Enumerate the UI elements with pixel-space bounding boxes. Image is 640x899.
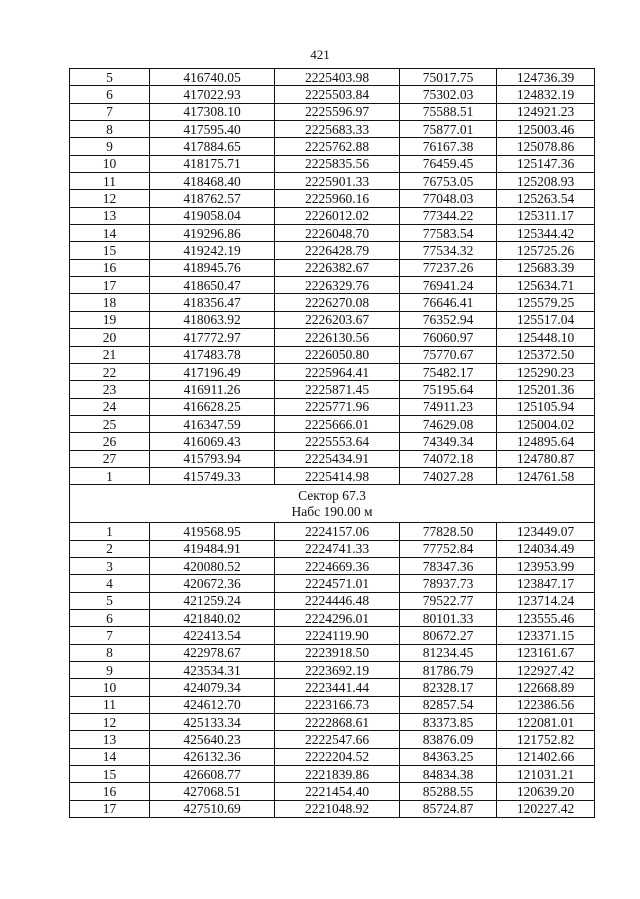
local-y-cell: 121031.21 (497, 766, 595, 783)
local-y-cell: 125147.36 (497, 155, 595, 172)
local-x-cell: 83876.09 (400, 731, 497, 748)
point-number-cell: 13 (70, 207, 150, 224)
y-coordinate-cell: 2223918.50 (275, 644, 400, 661)
y-coordinate-cell: 2226428.79 (275, 242, 400, 259)
point-number-cell: 18 (70, 294, 150, 311)
y-coordinate-cell: 2223166.73 (275, 696, 400, 713)
y-coordinate-cell: 2225414.98 (275, 467, 400, 484)
sector-header (70, 485, 595, 523)
local-y-cell: 124736.39 (497, 69, 595, 86)
x-coordinate-cell: 417595.40 (150, 121, 275, 138)
local-x-cell: 84834.38 (400, 766, 497, 783)
x-coordinate-cell: 417196.49 (150, 363, 275, 380)
x-coordinate-cell: 418945.76 (150, 259, 275, 276)
local-y-cell: 125263.54 (497, 190, 595, 207)
local-y-cell: 125372.50 (497, 346, 595, 363)
x-coordinate-cell: 424079.34 (150, 679, 275, 696)
local-x-cell: 74911.23 (400, 398, 497, 415)
x-coordinate-cell: 419568.95 (150, 523, 275, 540)
point-number-cell: 8 (70, 644, 150, 661)
y-coordinate-cell: 2226270.08 (275, 294, 400, 311)
y-coordinate-cell: 2223441.44 (275, 679, 400, 696)
x-coordinate-cell: 416740.05 (150, 69, 275, 86)
table-row (70, 575, 595, 592)
local-x-cell: 75588.51 (400, 103, 497, 120)
local-x-cell: 76753.05 (400, 173, 497, 190)
local-y-cell: 124895.64 (497, 433, 595, 450)
local-y-cell: 123555.46 (497, 609, 595, 626)
local-x-cell: 77752.84 (400, 540, 497, 557)
table-row (70, 783, 595, 800)
local-x-cell: 75017.75 (400, 69, 497, 86)
point-number-cell: 22 (70, 363, 150, 380)
x-coordinate-cell: 416628.25 (150, 398, 275, 415)
table-row (70, 398, 595, 415)
y-coordinate-cell: 2225960.16 (275, 190, 400, 207)
local-x-cell: 75195.64 (400, 381, 497, 398)
local-x-cell: 76646.41 (400, 294, 497, 311)
table-row (70, 329, 595, 346)
sector-title: Сектор 67.3 (298, 488, 366, 504)
local-y-cell: 125344.42 (497, 225, 595, 242)
local-x-cell: 85288.55 (400, 783, 497, 800)
local-y-cell: 125078.86 (497, 138, 595, 155)
x-coordinate-cell: 416911.26 (150, 381, 275, 398)
y-coordinate-cell: 2225762.88 (275, 138, 400, 155)
local-y-cell: 124034.49 (497, 540, 595, 557)
table-row (70, 766, 595, 783)
y-coordinate-cell: 2226382.67 (275, 259, 400, 276)
local-x-cell: 83373.85 (400, 714, 497, 731)
table-row (70, 242, 595, 259)
table-row (70, 294, 595, 311)
local-x-cell: 76941.24 (400, 277, 497, 294)
point-number-cell: 10 (70, 679, 150, 696)
local-x-cell: 75482.17 (400, 363, 497, 380)
table-row (70, 69, 595, 86)
local-y-cell: 121402.66 (497, 748, 595, 765)
local-y-cell: 122668.89 (497, 679, 595, 696)
point-number-cell: 16 (70, 783, 150, 800)
table-row (70, 86, 595, 103)
y-coordinate-cell: 2222547.66 (275, 731, 400, 748)
point-number-cell: 14 (70, 225, 150, 242)
y-coordinate-cell: 2225403.98 (275, 69, 400, 86)
x-coordinate-cell: 417483.78 (150, 346, 275, 363)
local-x-cell: 76459.45 (400, 155, 497, 172)
sector-header-row (70, 485, 595, 523)
table-row (70, 696, 595, 713)
point-number-cell: 4 (70, 575, 150, 592)
local-y-cell: 125311.17 (497, 207, 595, 224)
x-coordinate-cell: 418762.57 (150, 190, 275, 207)
x-coordinate-cell: 422413.54 (150, 627, 275, 644)
local-y-cell: 121752.82 (497, 731, 595, 748)
point-number-cell: 26 (70, 433, 150, 450)
local-y-cell: 123449.07 (497, 523, 595, 540)
point-number-cell: 11 (70, 173, 150, 190)
local-x-cell: 81786.79 (400, 662, 497, 679)
point-number-cell: 27 (70, 450, 150, 467)
local-y-cell: 124761.58 (497, 467, 595, 484)
table-row (70, 363, 595, 380)
local-y-cell: 125579.25 (497, 294, 595, 311)
x-coordinate-cell: 415793.94 (150, 450, 275, 467)
local-y-cell: 123953.99 (497, 557, 595, 574)
x-coordinate-cell: 426608.77 (150, 766, 275, 783)
local-y-cell: 123371.15 (497, 627, 595, 644)
y-coordinate-cell: 2225434.91 (275, 450, 400, 467)
table-row (70, 540, 595, 557)
y-coordinate-cell: 2221454.40 (275, 783, 400, 800)
local-x-cell: 74072.18 (400, 450, 497, 467)
x-coordinate-cell: 418468.40 (150, 173, 275, 190)
point-number-cell: 2 (70, 540, 150, 557)
local-x-cell: 81234.45 (400, 644, 497, 661)
x-coordinate-cell: 417022.93 (150, 86, 275, 103)
table-row (70, 662, 595, 679)
point-number-cell: 7 (70, 627, 150, 644)
x-coordinate-cell: 417308.10 (150, 103, 275, 120)
point-number-cell: 3 (70, 557, 150, 574)
x-coordinate-cell: 425640.23 (150, 731, 275, 748)
local-x-cell: 76060.97 (400, 329, 497, 346)
local-y-cell: 125208.93 (497, 173, 595, 190)
table-row (70, 627, 595, 644)
y-coordinate-cell: 2226203.67 (275, 311, 400, 328)
y-coordinate-cell: 2225901.33 (275, 173, 400, 190)
x-coordinate-cell: 416347.59 (150, 415, 275, 432)
x-coordinate-cell: 417772.97 (150, 329, 275, 346)
table-row (70, 138, 595, 155)
y-coordinate-cell: 2224446.48 (275, 592, 400, 609)
y-coordinate-cell: 2224157.06 (275, 523, 400, 540)
table-row (70, 190, 595, 207)
x-coordinate-cell: 422978.67 (150, 644, 275, 661)
local-y-cell: 125725.26 (497, 242, 595, 259)
y-coordinate-cell: 2221839.86 (275, 766, 400, 783)
local-y-cell: 120639.20 (497, 783, 595, 800)
table-row (70, 277, 595, 294)
y-coordinate-cell: 2222204.52 (275, 748, 400, 765)
point-number-cell: 16 (70, 259, 150, 276)
table-row (70, 609, 595, 626)
point-number-cell: 11 (70, 696, 150, 713)
x-coordinate-cell: 419296.86 (150, 225, 275, 242)
point-number-cell: 20 (70, 329, 150, 346)
point-number-cell: 17 (70, 800, 150, 817)
local-y-cell: 125105.94 (497, 398, 595, 415)
point-number-cell: 17 (70, 277, 150, 294)
local-x-cell: 85724.87 (400, 800, 497, 817)
local-x-cell: 77583.54 (400, 225, 497, 242)
y-coordinate-cell: 2225771.96 (275, 398, 400, 415)
local-x-cell: 75302.03 (400, 86, 497, 103)
point-number-cell: 5 (70, 592, 150, 609)
x-coordinate-cell: 418063.92 (150, 311, 275, 328)
table-row (70, 346, 595, 363)
local-y-cell: 120227.42 (497, 800, 595, 817)
x-coordinate-cell: 418650.47 (150, 277, 275, 294)
local-x-cell: 78937.73 (400, 575, 497, 592)
table-row (70, 225, 595, 242)
x-coordinate-cell: 424612.70 (150, 696, 275, 713)
x-coordinate-cell: 418175.71 (150, 155, 275, 172)
local-y-cell: 125290.23 (497, 363, 595, 380)
local-x-cell: 75877.01 (400, 121, 497, 138)
local-y-cell: 124780.87 (497, 450, 595, 467)
x-coordinate-cell: 425133.34 (150, 714, 275, 731)
y-coordinate-cell: 2226048.70 (275, 225, 400, 242)
table-row (70, 714, 595, 731)
point-number-cell: 9 (70, 662, 150, 679)
point-number-cell: 5 (70, 69, 150, 86)
table-row (70, 644, 595, 661)
table-row (70, 311, 595, 328)
local-x-cell: 80101.33 (400, 609, 497, 626)
local-y-cell: 124921.23 (497, 103, 595, 120)
point-number-cell: 9 (70, 138, 150, 155)
y-coordinate-cell: 2224296.01 (275, 609, 400, 626)
y-coordinate-cell: 2225503.84 (275, 86, 400, 103)
local-x-cell: 84363.25 (400, 748, 497, 765)
local-x-cell: 77344.22 (400, 207, 497, 224)
local-x-cell: 82857.54 (400, 696, 497, 713)
point-number-cell: 7 (70, 103, 150, 120)
local-y-cell: 124832.19 (497, 86, 595, 103)
x-coordinate-cell: 419484.91 (150, 540, 275, 557)
local-y-cell: 123161.67 (497, 644, 595, 661)
table-row (70, 523, 595, 540)
table-row (70, 748, 595, 765)
local-y-cell: 125003.46 (497, 121, 595, 138)
local-x-cell: 80672.27 (400, 627, 497, 644)
point-number-cell: 1 (70, 467, 150, 484)
local-x-cell: 77048.03 (400, 190, 497, 207)
point-number-cell: 12 (70, 714, 150, 731)
local-x-cell: 74349.34 (400, 433, 497, 450)
local-y-cell: 125517.04 (497, 311, 595, 328)
local-x-cell: 78347.36 (400, 557, 497, 574)
x-coordinate-cell: 420672.36 (150, 575, 275, 592)
local-x-cell: 76352.94 (400, 311, 497, 328)
point-number-cell: 10 (70, 155, 150, 172)
x-coordinate-cell: 427068.51 (150, 783, 275, 800)
y-coordinate-cell: 2225871.45 (275, 381, 400, 398)
table-row (70, 121, 595, 138)
y-coordinate-cell: 2226050.80 (275, 346, 400, 363)
local-x-cell: 76167.38 (400, 138, 497, 155)
local-y-cell: 125004.02 (497, 415, 595, 432)
local-y-cell: 122927.42 (497, 662, 595, 679)
local-x-cell: 74629.08 (400, 415, 497, 432)
table-row (70, 173, 595, 190)
x-coordinate-cell: 421259.24 (150, 592, 275, 609)
x-coordinate-cell: 416069.43 (150, 433, 275, 450)
table-row (70, 592, 595, 609)
point-number-cell: 23 (70, 381, 150, 398)
y-coordinate-cell: 2226329.76 (275, 277, 400, 294)
point-number-cell: 12 (70, 190, 150, 207)
y-coordinate-cell: 2226012.02 (275, 207, 400, 224)
table-row (70, 433, 595, 450)
point-number-cell: 14 (70, 748, 150, 765)
y-coordinate-cell: 2222868.61 (275, 714, 400, 731)
y-coordinate-cell: 2225596.97 (275, 103, 400, 120)
point-number-cell: 19 (70, 311, 150, 328)
y-coordinate-cell: 2225835.56 (275, 155, 400, 172)
y-coordinate-cell: 2224119.90 (275, 627, 400, 644)
local-x-cell: 75770.67 (400, 346, 497, 363)
local-x-cell: 77237.26 (400, 259, 497, 276)
x-coordinate-cell: 421840.02 (150, 609, 275, 626)
local-y-cell: 122386.56 (497, 696, 595, 713)
x-coordinate-cell: 417884.65 (150, 138, 275, 155)
local-y-cell: 123847.17 (497, 575, 595, 592)
point-number-cell: 24 (70, 398, 150, 415)
x-coordinate-cell: 423534.31 (150, 662, 275, 679)
y-coordinate-cell: 2225666.01 (275, 415, 400, 432)
point-number-cell: 1 (70, 523, 150, 540)
x-coordinate-cell: 426132.36 (150, 748, 275, 765)
x-coordinate-cell: 415749.33 (150, 467, 275, 484)
point-number-cell: 6 (70, 609, 150, 626)
table-row (70, 381, 595, 398)
point-number-cell: 6 (70, 86, 150, 103)
y-coordinate-cell: 2224571.01 (275, 575, 400, 592)
y-coordinate-cell: 2225964.41 (275, 363, 400, 380)
local-y-cell: 125448.10 (497, 329, 595, 346)
local-x-cell: 74027.28 (400, 467, 497, 484)
table-row (70, 467, 595, 484)
coordinates-table-body (70, 69, 595, 818)
table-row (70, 207, 595, 224)
table-row (70, 450, 595, 467)
y-coordinate-cell: 2224741.33 (275, 540, 400, 557)
local-y-cell: 125683.39 (497, 259, 595, 276)
point-number-cell: 25 (70, 415, 150, 432)
point-number-cell: 13 (70, 731, 150, 748)
local-x-cell: 82328.17 (400, 679, 497, 696)
point-number-cell: 8 (70, 121, 150, 138)
point-number-cell: 15 (70, 242, 150, 259)
y-coordinate-cell: 2226130.56 (275, 329, 400, 346)
table-row (70, 155, 595, 172)
x-coordinate-cell: 420080.52 (150, 557, 275, 574)
table-row (70, 679, 595, 696)
table-row (70, 557, 595, 574)
local-y-cell: 125201.36 (497, 381, 595, 398)
y-coordinate-cell: 2223692.19 (275, 662, 400, 679)
x-coordinate-cell: 419058.04 (150, 207, 275, 224)
page-number: 421 (310, 47, 330, 62)
table-row (70, 415, 595, 432)
x-coordinate-cell: 427510.69 (150, 800, 275, 817)
table-row (70, 731, 595, 748)
local-y-cell: 123714.24 (497, 592, 595, 609)
local-x-cell: 77534.32 (400, 242, 497, 259)
local-x-cell: 79522.77 (400, 592, 497, 609)
sector-elevation: Набс 190.00 м (291, 504, 373, 520)
coordinates-table (69, 68, 595, 818)
table-row (70, 259, 595, 276)
table-row (70, 103, 595, 120)
x-coordinate-cell: 419242.19 (150, 242, 275, 259)
local-y-cell: 125634.71 (497, 277, 595, 294)
y-coordinate-cell: 2225553.64 (275, 433, 400, 450)
y-coordinate-cell: 2224669.36 (275, 557, 400, 574)
y-coordinate-cell: 2225683.33 (275, 121, 400, 138)
local-y-cell: 122081.01 (497, 714, 595, 731)
y-coordinate-cell: 2221048.92 (275, 800, 400, 817)
x-coordinate-cell: 418356.47 (150, 294, 275, 311)
local-x-cell: 77828.50 (400, 523, 497, 540)
point-number-cell: 15 (70, 766, 150, 783)
point-number-cell: 21 (70, 346, 150, 363)
table-row (70, 800, 595, 817)
